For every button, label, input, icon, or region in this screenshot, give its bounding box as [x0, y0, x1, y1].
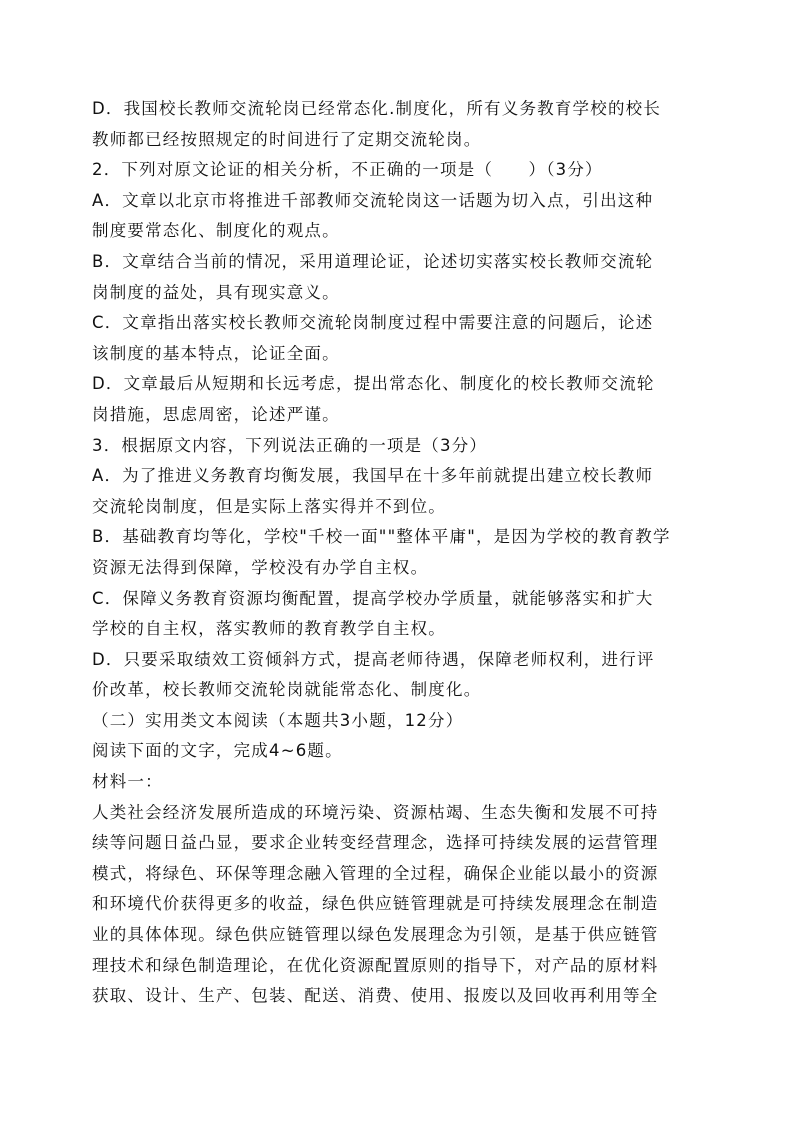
- material-paragraph-line-6: 理技术和绿色制造理论，在优化资源配置原则的指导下，对产品的原材料: [92, 955, 659, 975]
- section-heading: （二）实用类文本阅读（本题共3小题，12分）: [92, 710, 464, 730]
- q3-option-c-line-1: C．保障义务教育资源均衡配置，提高学校办学质量，就能够落实和扩大: [92, 588, 654, 608]
- q2-option-c-line-1: C．文章指出落实校长教师交流轮岗制度过程中需要注意的问题后，论述: [92, 313, 654, 333]
- q2-option-c-line-2: 该制度的基本特点，论证全面。: [92, 343, 340, 363]
- q1-option-d-line-2: 教师都已经按照规定的时间进行了定期交流轮岗。: [92, 129, 482, 149]
- q3-option-a-line-2: 交流轮岗制度，但是实际上落实得并不到位。: [92, 496, 446, 516]
- q2-option-b-line-2: 岗制度的益处，具有现实意义。: [92, 282, 340, 302]
- document-page: [92, 94, 698, 1012]
- q3-option-c-line-2: 学校的自主权，落实教师的教育教学自主权。: [92, 619, 446, 639]
- q3-option-a-line-1: A．为了推进义务教育均衡发展，我国早在十多年前就提出建立校长教师: [92, 466, 654, 486]
- q2-option-a-line-1: A．文章以北京市将推进千部教师交流轮岗这一话题为切入点，引出这种: [92, 190, 654, 210]
- q2-option-a-line-2: 制度要常态化、制度化的观点。: [92, 221, 340, 241]
- material-label: 材料一：: [92, 772, 163, 792]
- q1-option-d-line-1: D．我国校长教师交流轮岗已经常态化.制度化，所有义务教育学校的校长: [92, 99, 662, 118]
- material-paragraph-line-4: 和环境代价获得更多的收益，绿色供应链管理就是可持续发展理念在制造: [92, 894, 659, 914]
- q3-option-d-line-2: 价改革，校长教师交流轮岗就能常态化、制度化。: [92, 680, 482, 700]
- q2-option-d-line-1: D．文章最后从短期和长远考虑，提出常态化、制度化的校长教师交流轮: [92, 374, 655, 394]
- q3-option-b-line-2: 资源无法得到保障，学校没有办学自主权。: [92, 557, 429, 577]
- material-paragraph-line-3: 模式，将绿色、环保等理念融入管理的全过程，确保企业能以最小的资源: [92, 863, 659, 883]
- q2-option-b-line-1: B．文章结合当前的情况，采用道理论证，论述切实落实校长教师交流轮: [92, 251, 654, 271]
- material-paragraph-line-5: 业的具体体现。绿色供应链管理以绿色发展理念为引领，是基于供应链管: [92, 925, 659, 945]
- reading-instruction: 阅读下面的文字，完成4~6题。: [92, 741, 343, 761]
- material-paragraph-line-1: 人类社会经济发展所造成的环境污染、资源枯竭、生态失衡和发展不可持: [92, 802, 659, 822]
- question-3-stem: 3．根据原文内容，下列说法正确的一项是（3分）: [92, 435, 488, 455]
- question-2-stem: 2．下列对原文论证的相关分析，不正确的一项是（ ）（3分）: [92, 160, 603, 180]
- q2-option-d-line-2: 岗措施，思虑周密，论述严谨。: [92, 404, 340, 424]
- q3-option-b-line-1: B．基础教育均等化，学校"千校一面""整体平庸"，是因为学校的教育教学: [92, 527, 671, 547]
- material-paragraph-line-7: 获取、设计、生产、包装、配送、消费、使用、报废以及回收再利用等全: [92, 986, 659, 1006]
- q3-option-d-line-1: D．只要采取绩效工资倾斜方式，提高老师待遇，保障老师权利，进行评: [92, 649, 655, 669]
- material-paragraph-line-2: 续等问题日益凸显，要求企业转变经营理念，选择可持续发展的运营管理: [92, 833, 659, 853]
